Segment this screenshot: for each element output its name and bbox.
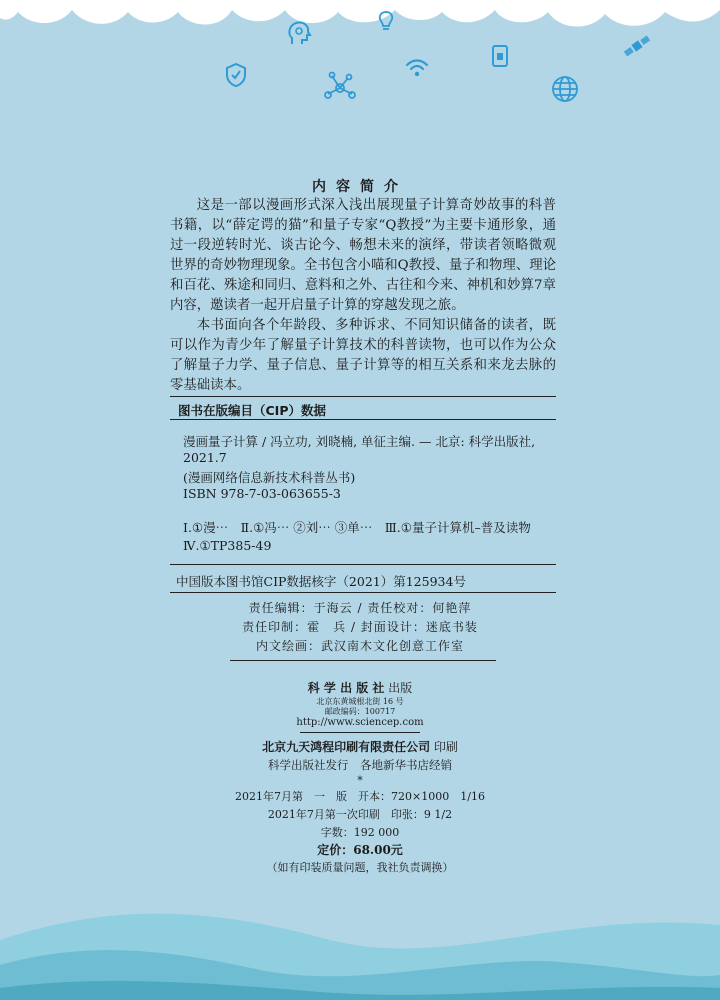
cip-series: (漫画网络信息新技术科普丛书)	[183, 470, 356, 485]
intro-paragraph-1: 这是一部以漫画形式深入浅出展现量子计算奇妙故事的科普书籍，以“薛定谔的猫”和量子专家“Q教授”为主要卡通形象，通过一段逆转时光、谈古论今、畅想未来的演绎，带读者领略微观世界的奇妙物理现象。全书包含小喵和Q教授、量子和物理、理论和百花、殊途和同归、意料和之外、古往和今来、神机和妙算7章内容，邀读者一起开启量子计算的穿越发现之旅。	[170, 198, 556, 313]
publisher-line	[0, 679, 720, 696]
publisher-url: http://www.sciencep.com	[296, 717, 424, 728]
wave-decoration	[0, 870, 720, 1000]
intro-text	[170, 196, 556, 396]
price-label: 定价：	[317, 843, 354, 857]
divider	[170, 396, 556, 397]
printer-name: 北京九天鸿程印刷有限责任公司	[262, 740, 431, 754]
publisher-name: 科 学 出 版 社	[307, 681, 385, 695]
divider	[300, 732, 420, 733]
publisher-postcode: 邮政编码：100717	[324, 707, 396, 716]
cip-isbn: ISBN 978-7-03-063655-3	[183, 486, 341, 501]
lightbulb-icon	[377, 10, 395, 32]
shield-icon	[225, 62, 247, 88]
cip-classification: Ⅳ.①TP385-49	[183, 538, 272, 553]
sim-card-icon	[491, 44, 509, 68]
divider	[230, 660, 496, 661]
separator-star: *	[357, 774, 363, 787]
cip-line: 漫画量子计算 / 冯立功, 刘晓楠, 单征主编. — 北京: 科学出版社,	[183, 434, 536, 449]
publisher-address: 北京东黄城根北街 16 号	[316, 697, 404, 706]
production-credits: 责任印制：霍 兵 / 封面设计：迷底书装	[242, 620, 478, 634]
word-count: 字数：192 000	[320, 826, 400, 839]
satellite-icon	[622, 32, 652, 60]
section-title: 内容简介	[312, 179, 408, 195]
illustration-credits: 内文绘画：武汉南木文化创意工作室	[255, 639, 464, 653]
cip-heading: 图书在版编目（CIP）数据	[178, 403, 326, 418]
divider	[170, 592, 556, 593]
distribution-line: 科学出版社发行 各地新华书店经销	[268, 758, 452, 772]
divider	[170, 564, 556, 565]
printer-suffix: 印刷	[433, 740, 458, 754]
cip-record-number: 中国版本图书馆CIP数据核字（2021）第125934号	[176, 574, 466, 589]
network-icon	[322, 70, 358, 106]
price-line	[0, 841, 720, 858]
intro-paragraph-2: 本书面向各个年龄段、多种诉求、不同知识储备的读者，既可以作为青少年了解量子计算技术的科普读物，也可以作为公众了解量子力学、量子信息、量子计算等的相互关系和来龙去脉的零基础读本。	[170, 318, 556, 393]
cip-line: 2021.7	[183, 450, 227, 465]
publisher-suffix: 出版	[388, 681, 413, 695]
edition-info: 2021年7月第 一 版 开本：720×1000 1/16	[235, 790, 485, 803]
globe-icon	[550, 74, 580, 104]
cip-classification: Ⅰ.①漫⋯ Ⅱ.①冯⋯ ②刘⋯ ③单⋯ Ⅲ.①量子计算机–普及读物	[183, 520, 531, 535]
printing-info: 2021年7月第一次印刷 印张：9 1/2	[267, 808, 453, 821]
divider	[170, 419, 556, 420]
editor-credits: 责任编辑：于海云 / 责任校对：何艳萍	[248, 601, 472, 615]
quality-notice: （如有印装质量问题，我社负责调换）	[266, 861, 454, 874]
wifi-icon	[405, 58, 429, 78]
price-value: 68.00元	[353, 843, 403, 857]
printer-line	[0, 738, 720, 755]
cloud-border	[0, 0, 720, 40]
brain-head-icon	[286, 20, 312, 46]
